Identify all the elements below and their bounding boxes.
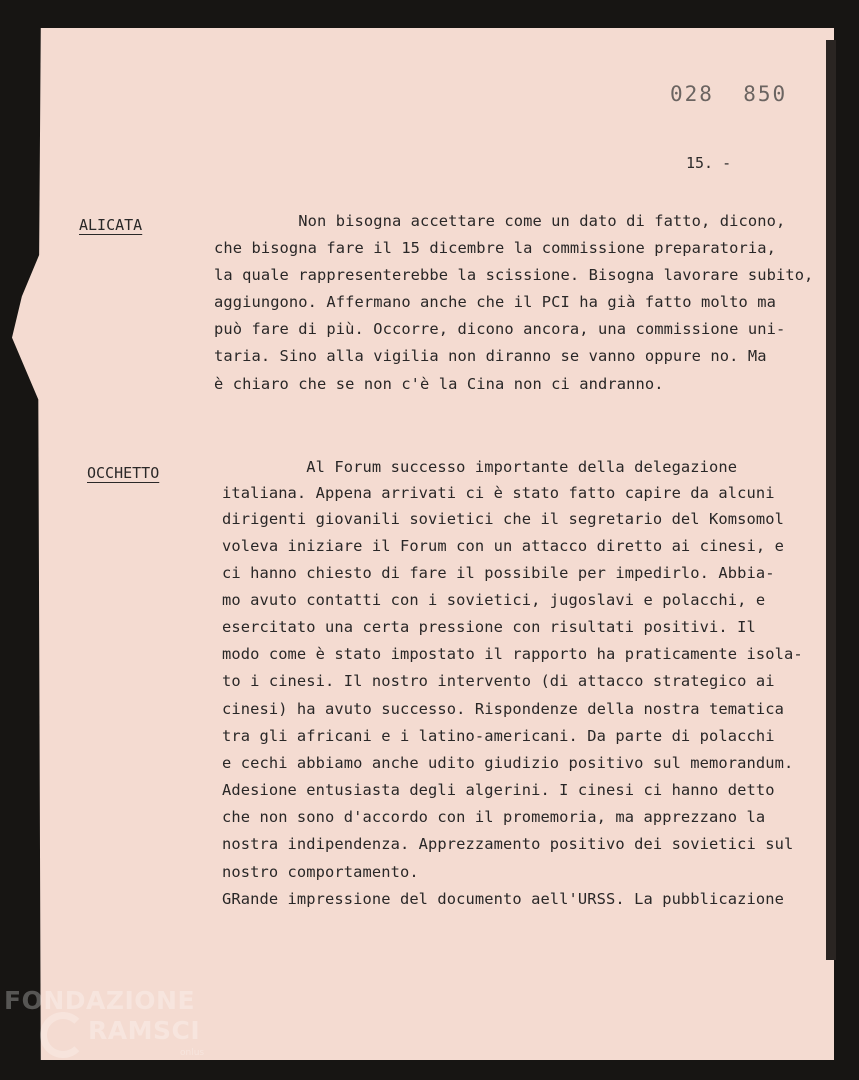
speaker-label-alicata: ALICATA: [79, 216, 143, 234]
text-line: che bisogna fare il 15 dicembre la commissione preparatoria,: [214, 239, 776, 257]
text-line: può fare di più. Occorre, dicono ancora, una commissione uni-: [214, 320, 786, 338]
text-line: la quale rappresenterebbe la scissione. Bisogna lavorare subito,: [214, 266, 814, 284]
text-line: to i cinesi. Il nostro intervento (di attacco strategico ai: [222, 672, 775, 690]
text-line: e cechi abbiamo anche udito giudizio positivo sul memorandum.: [222, 754, 794, 772]
watermark-g-logo-icon: [40, 1012, 86, 1058]
page-edge-shadow: [826, 40, 836, 960]
text-line: taria. Sino alla vigilia non diranno se vanno oppure no. Ma: [214, 347, 767, 365]
text-line: tra gli africani e i latino-americani. Da parte di polacchi: [222, 727, 775, 745]
fondazione-gramsci-watermark: [4, 986, 224, 1076]
text-line: Al Forum successo importante della delegazione: [222, 458, 738, 476]
text-line: voleva iniziare il Forum con un attacco diretto ai cinesi, e: [222, 537, 784, 555]
text-line: che non sono d'accordo con il promemoria, ma apprezzano la: [222, 808, 766, 826]
watermark-line-2: RAMSCI: [88, 1016, 201, 1045]
text-line: nostra indipendenza. Apprezzamento positivo dei sovietici sul: [222, 835, 794, 853]
text-line: cinesi) ha avuto successo. Rispondenze della nostra tematica: [222, 700, 784, 718]
text-line: Non bisogna accettare come un dato di fatto, dicono,: [214, 212, 786, 230]
text-line: nostro comportamento.: [222, 863, 419, 881]
text-line: ci hanno chiesto di fare il possibile per impedirlo. Abbia-: [222, 564, 775, 582]
watermark-line-3: onlus: [180, 1048, 205, 1058]
text-line: Adesione entusiasta degli algerini. I cinesi ci hanno detto: [222, 781, 775, 799]
text-line: mo avuto contatti con i sovietici, jugoslavi e polacchi, e: [222, 591, 766, 609]
text-line: dirigenti giovanili sovietici che il segretario del Komsomol: [222, 510, 784, 528]
speaker-label-occhetto: OCCHETTO: [87, 464, 160, 482]
text-line: esercitato una certa pressione con risultati positivi. Il: [222, 618, 756, 636]
text-line: italiana. Appena arrivati ci è stato fatto capire da alcuni: [222, 484, 775, 502]
text-line: aggiungono. Affermano anche che il PCI ha già fatto molto ma: [214, 293, 776, 311]
text-line: modo come è stato impostato il rapporto ha praticamente isola-: [222, 645, 803, 663]
text-line: è chiaro che se non c'è la Cina non ci andranno.: [214, 375, 664, 393]
archive-number: 028 850: [670, 82, 788, 106]
page-number: 15. -: [686, 154, 732, 172]
watermark-line-1: FONDAZIONE: [4, 986, 196, 1015]
text-line: GRande impressione del documento aell'URSS. La pubblicazione: [222, 890, 784, 908]
